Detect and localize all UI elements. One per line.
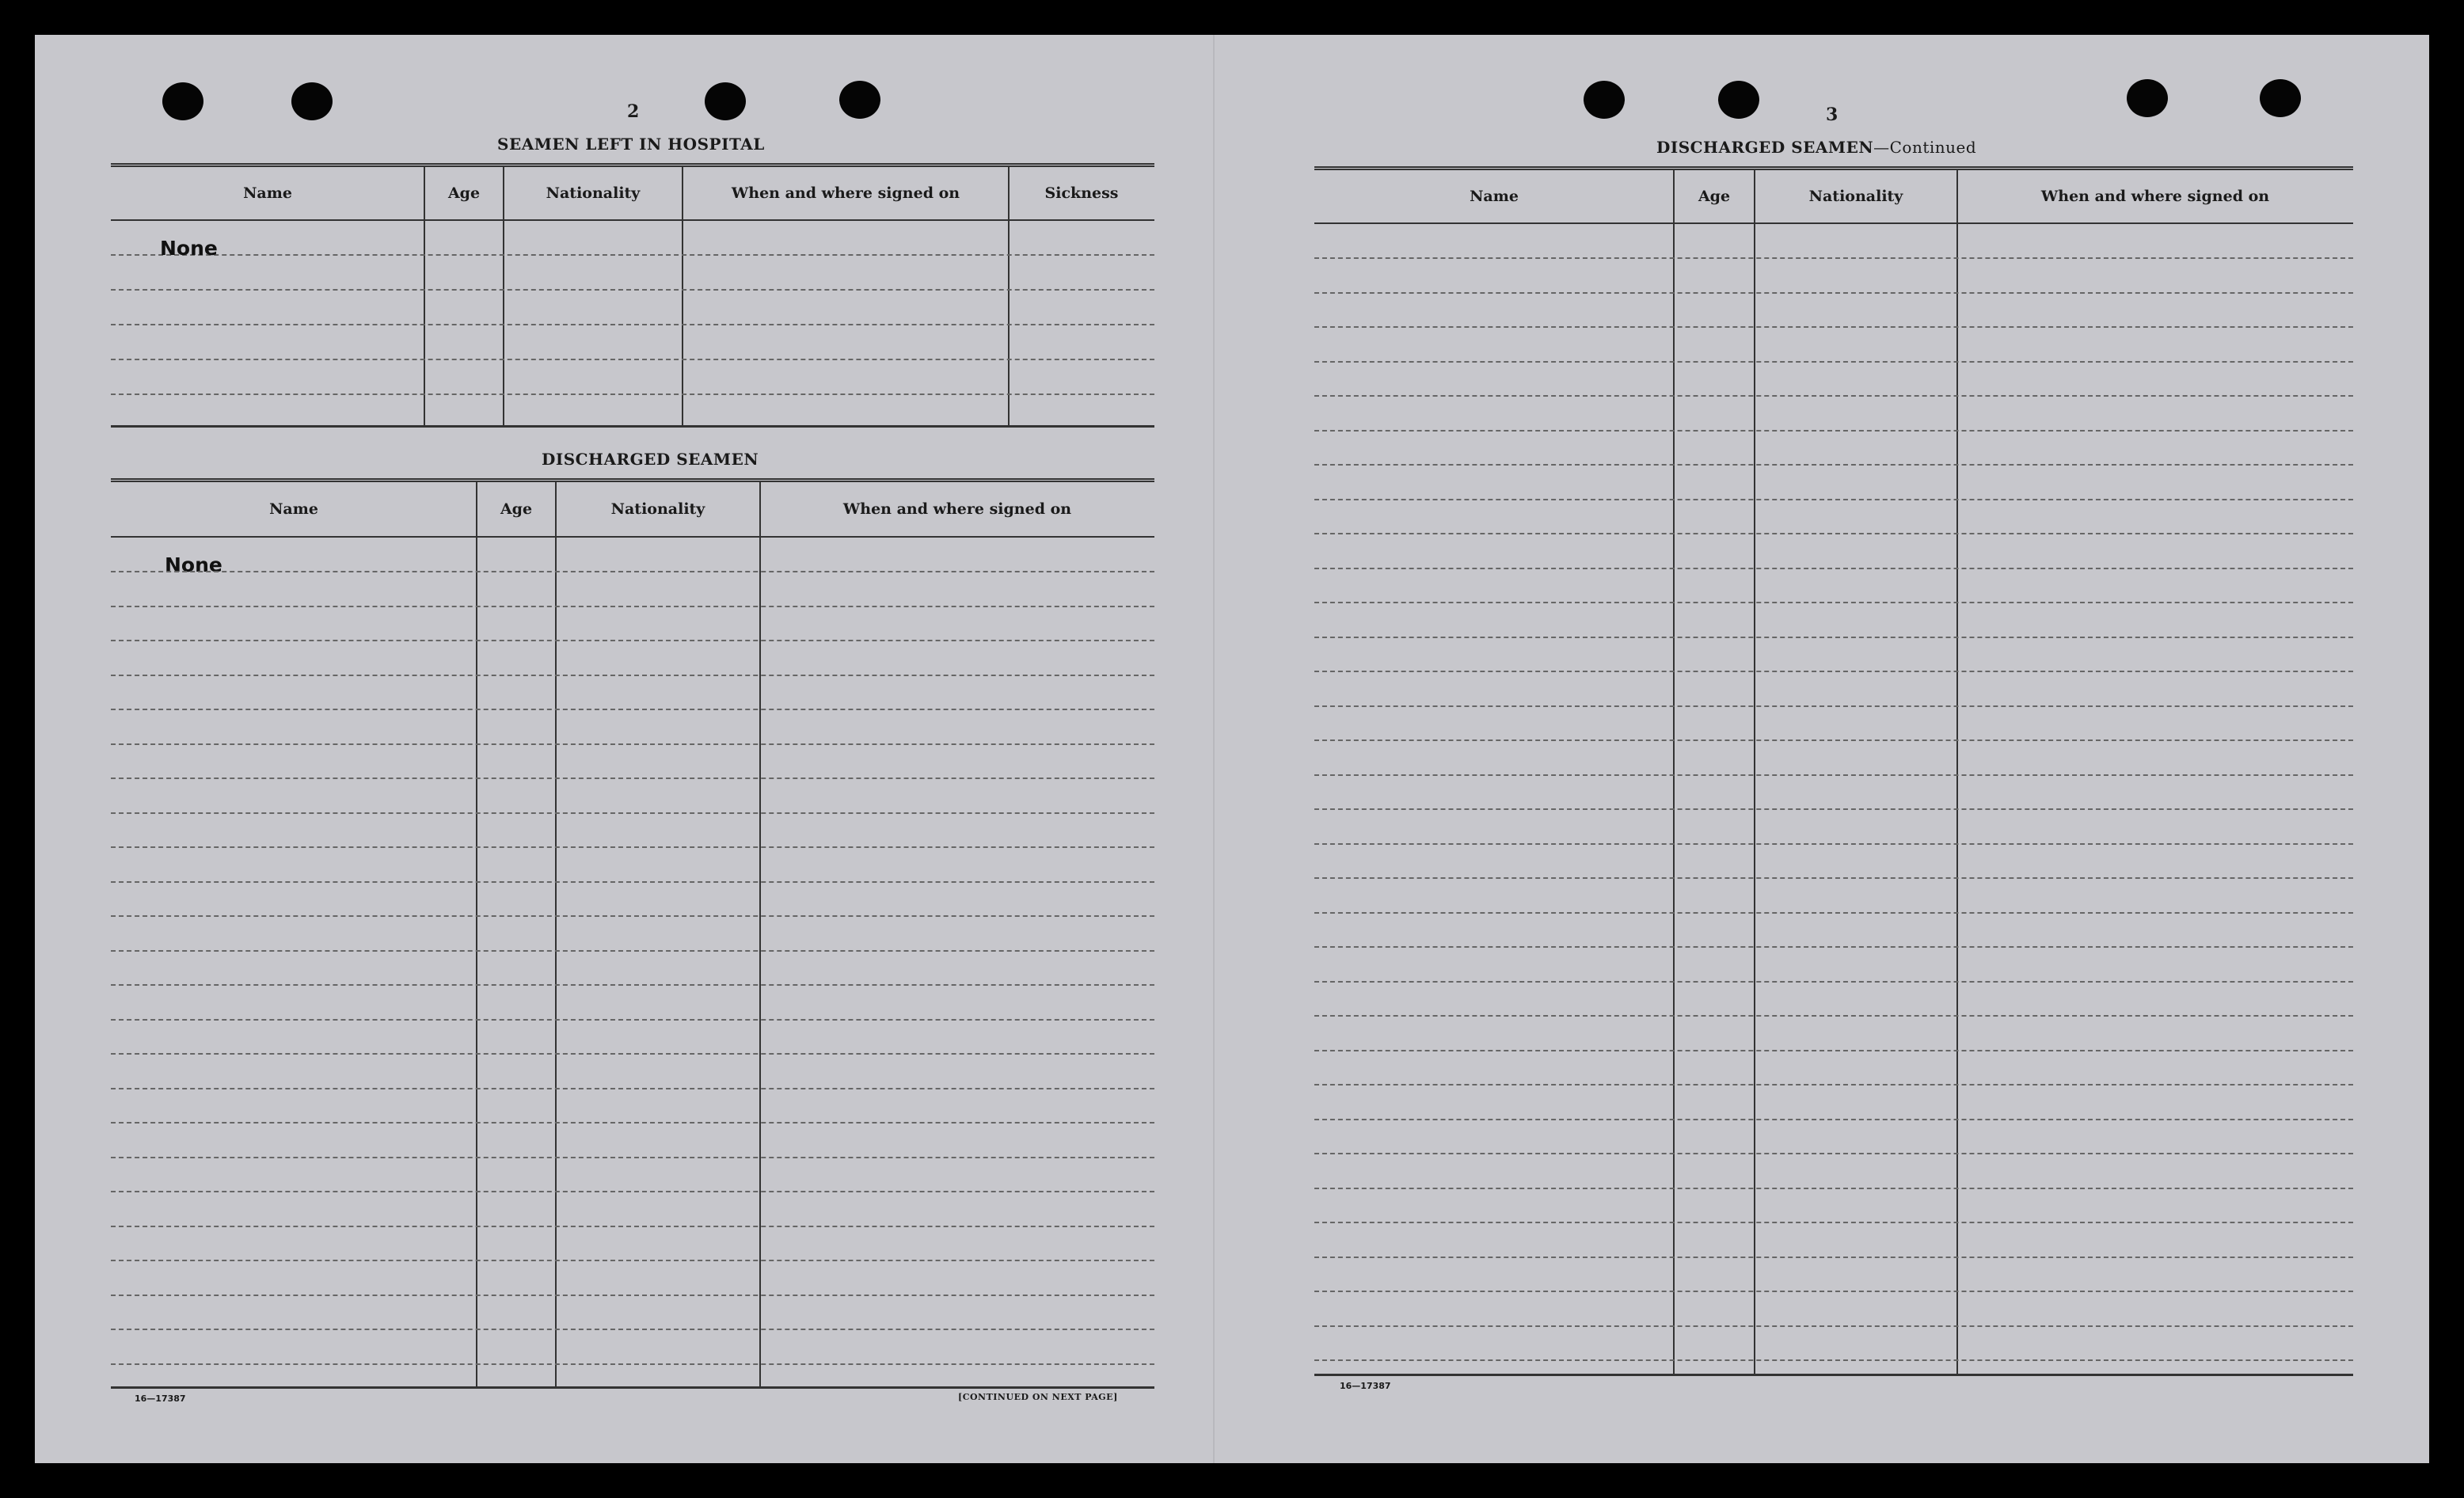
hospital-table-title: SEAMEN LEFT IN HOSPITAL [497, 135, 765, 154]
column-header-nationality: Nationality [610, 500, 705, 518]
punch-hole [291, 82, 333, 120]
ruled-line [111, 846, 1154, 848]
discharged-continued-table [1314, 166, 2353, 1376]
ruled-line [1314, 568, 2353, 569]
ruled-line [111, 778, 1154, 779]
column-header-nationality: Nationality [1808, 188, 1903, 205]
form-number-left: 16—17387 [135, 1393, 186, 1404]
ruled-line [1314, 808, 2353, 810]
ruled-line [1314, 705, 2353, 707]
ruled-line [111, 1260, 1154, 1261]
ruled-line [111, 640, 1154, 641]
ruled-line [1314, 464, 2353, 466]
ruled-line [1314, 946, 2353, 948]
title-main: DISCHARGED SEAMEN [1656, 138, 1874, 157]
ruled-line [1314, 1153, 2353, 1154]
punch-hole [2127, 79, 2168, 117]
page-fold [1213, 35, 1215, 1463]
column-header-name: Name [269, 500, 318, 518]
hospital-entry-name: None [160, 237, 218, 260]
ruled-line [1314, 671, 2353, 672]
discharged-continued-title [1656, 138, 1976, 157]
ruled-line [1314, 1188, 2353, 1189]
ruled-line [1314, 739, 2353, 741]
punch-hole [1718, 81, 1759, 119]
ruled-line [1314, 292, 2353, 294]
ruled-line [111, 1157, 1154, 1158]
discharged-entry-name: None [165, 553, 222, 576]
page-number-right: 3 [1826, 105, 1838, 125]
ruled-line [111, 709, 1154, 710]
ruled-line [1314, 257, 2353, 259]
ruled-line [1314, 1359, 2353, 1361]
column-header-age: Age [447, 184, 481, 202]
column-header-when-where: When and where signed on [2040, 188, 2270, 205]
ruled-line [1314, 602, 2353, 603]
discharged-table [111, 478, 1154, 1389]
ruled-line [111, 675, 1154, 676]
ruled-line [111, 1122, 1154, 1124]
continued-note: [CONTINUED ON NEXT PAGE] [958, 1392, 1118, 1402]
ruled-line [111, 1295, 1154, 1296]
ruled-line [111, 606, 1154, 607]
ruled-line [111, 1019, 1154, 1021]
column-header-sickness: Sickness [1044, 184, 1119, 202]
column-header-nationality: Nationality [546, 184, 641, 202]
ruled-line [1314, 533, 2353, 534]
ruled-line [1314, 1015, 2353, 1017]
ruled-line [111, 1329, 1154, 1330]
ruled-line [1314, 1084, 2353, 1085]
ruled-line [1314, 499, 2353, 500]
ruled-line [111, 881, 1154, 883]
ruled-line [111, 984, 1154, 986]
ruled-line [111, 950, 1154, 952]
ruled-line [1314, 1119, 2353, 1120]
column-header-when-where: When and where signed on [731, 184, 960, 202]
hospital-table [111, 163, 1154, 428]
ruled-line [111, 1053, 1154, 1055]
ruled-line [111, 1088, 1154, 1089]
ruled-line [1314, 774, 2353, 776]
ruled-line [1314, 912, 2353, 914]
title-suffix: —Continued [1873, 138, 1977, 157]
ruled-line [1314, 361, 2353, 363]
punch-hole [162, 82, 203, 120]
page-number-left: 2 [627, 101, 640, 122]
punch-hole [1584, 81, 1625, 119]
ruled-line [111, 1191, 1154, 1192]
ruled-line [111, 1363, 1154, 1365]
ruled-line [1314, 1325, 2353, 1327]
ruled-line [1314, 1291, 2353, 1292]
ruled-line [111, 915, 1154, 917]
punch-hole [2260, 79, 2301, 117]
ruled-line [1314, 326, 2353, 328]
ruled-line [1314, 395, 2353, 397]
discharged-table-title: DISCHARGED SEAMEN [542, 450, 759, 469]
ruled-line [1314, 1222, 2353, 1223]
ruled-line [1314, 843, 2353, 845]
form-number-right: 16—17387 [1340, 1381, 1391, 1391]
ruled-line [111, 571, 1154, 572]
ruled-line [111, 1226, 1154, 1227]
ruled-line [1314, 877, 2353, 879]
ruled-line [1314, 981, 2353, 983]
column-header-name: Name [243, 184, 292, 202]
column-header-age: Age [1698, 188, 1731, 205]
ruled-line [1314, 637, 2353, 638]
ruled-line [1314, 1050, 2353, 1051]
column-header-when-where: When and where signed on [842, 500, 1072, 518]
punch-hole [839, 81, 880, 119]
column-header-age: Age [500, 500, 533, 518]
ruled-line [1314, 430, 2353, 432]
column-header-name: Name [1470, 188, 1519, 205]
ruled-line [111, 743, 1154, 745]
ruled-line [1314, 1257, 2353, 1258]
punch-hole [705, 82, 746, 120]
ruled-line [111, 812, 1154, 814]
